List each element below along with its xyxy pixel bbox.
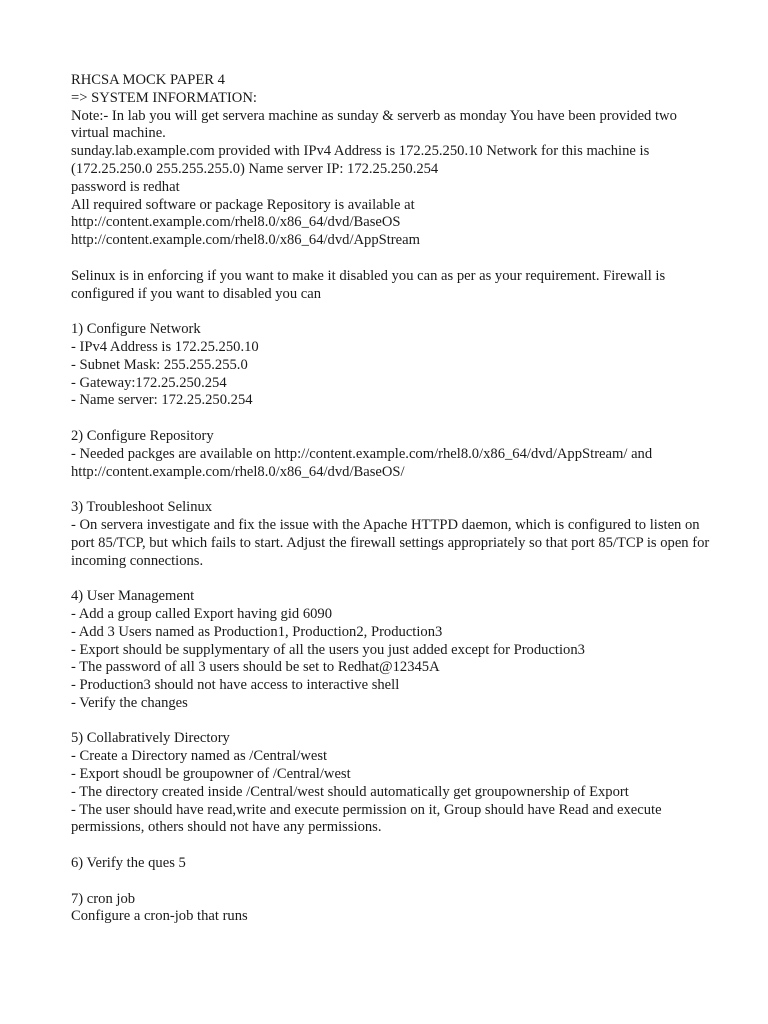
spacer bbox=[71, 481, 711, 499]
list-item: - Name server: 172.25.250.254 bbox=[71, 392, 253, 409]
spacer bbox=[71, 570, 711, 588]
list-item: - Production3 should not have access to interactive shell bbox=[71, 677, 400, 694]
system-information-heading: => SYSTEM INFORMATION: bbox=[71, 89, 257, 106]
list-item: - Create a Directory named as /Central/west bbox=[71, 748, 328, 765]
list-item: - Needed packges are available on http://content.example.com/rhel8.0/x86_64/dvd/AppStream/ and http://content.example.com/rhel8.0/x86_64/dvd/BaseOS/ bbox=[71, 445, 653, 480]
list-item: - The password of all 3 users should be set to Redhat@12345A bbox=[71, 659, 440, 676]
spacer bbox=[71, 713, 711, 731]
section-heading-network: 1) Configure Network bbox=[71, 321, 201, 338]
section-heading-cron-job: 7) cron job bbox=[71, 890, 136, 907]
list-item: - On servera investigate and fix the issue with the Apache HTTPD daemon, which is configured to listen on port 85/TCP, but which fails to start. Adjust the firewall settings appropriately so that port 85/TCP is open for incoming connections. bbox=[71, 516, 710, 569]
spacer bbox=[71, 303, 711, 321]
section-heading-repository: 2) Configure Repository bbox=[71, 427, 214, 444]
spacer bbox=[71, 250, 711, 268]
section-heading-user-management: 4) User Management bbox=[71, 588, 195, 605]
list-item: - Add 3 Users named as Production1, Production2, Production3 bbox=[71, 623, 443, 640]
list-item: - Export should be supplymentary of all the users you just added except for Production3 bbox=[71, 641, 585, 658]
repository-appstream-url: http://content.example.com/rhel8.0/x86_64/dvd/AppStream bbox=[71, 232, 420, 249]
selinux-firewall-note: Selinux is in enforcing if you want to make it disabled you can as per as your requirement. Firewall is configured if you want to disabled you can bbox=[71, 267, 666, 302]
list-item: Configure a cron-job that runs bbox=[71, 908, 248, 925]
section-heading-verify: 6) Verify the ques 5 bbox=[71, 855, 186, 872]
password-line: password is redhat bbox=[71, 178, 180, 195]
document-page bbox=[71, 72, 711, 926]
spacer bbox=[71, 410, 711, 428]
spacer bbox=[71, 873, 711, 891]
spacer bbox=[71, 837, 711, 855]
repository-baseos-url: http://content.example.com/rhel8.0/x86_64/dvd/BaseOS bbox=[71, 214, 401, 231]
list-item: - The user should have read,write and execute permission on it, Group should have Read and execute permissions, others should not have any permissions. bbox=[71, 801, 662, 836]
document-title: RHCSA MOCK PAPER 4 bbox=[71, 72, 225, 88]
list-item: - Gateway:172.25.250.254 bbox=[71, 374, 227, 391]
list-item: - Subnet Mask: 255.255.255.0 bbox=[71, 356, 248, 373]
section-heading-collaborative-directory: 5) Collabratively Directory bbox=[71, 730, 230, 747]
section-heading-selinux: 3) Troubleshoot Selinux bbox=[71, 499, 213, 516]
list-item: - The directory created inside /Central/west should automatically get groupownership of Export bbox=[71, 783, 629, 800]
repository-intro-line: All required software or package Repository is available at bbox=[71, 196, 415, 213]
list-item: - Export shoudl be groupowner of /Central/west bbox=[71, 766, 351, 783]
list-item: - Add a group called Export having gid 6090 bbox=[71, 605, 333, 622]
list-item: - Verify the changes bbox=[71, 694, 188, 711]
list-item: - IPv4 Address is 172.25.250.10 bbox=[71, 338, 259, 355]
note-paragraph: Note:- In lab you will get servera machine as sunday & serverb as monday You have been provided two virtual machine. bbox=[71, 107, 677, 142]
machine-info-paragraph: sunday.lab.example.com provided with IPv4 Address is 172.25.250.10 Network for this machine is (172.25.250.0 255.255.255.0) Name server IP: 172.25.250.254 bbox=[71, 143, 650, 177]
